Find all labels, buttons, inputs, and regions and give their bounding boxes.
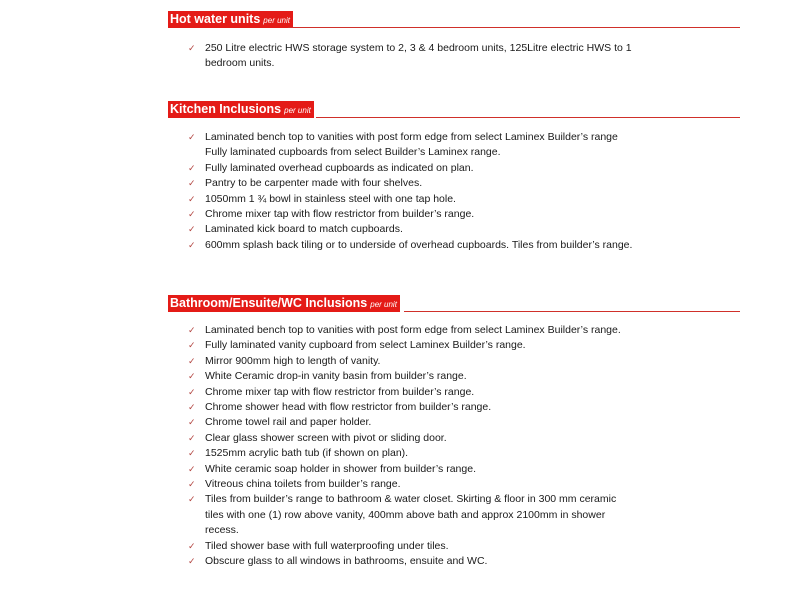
list-item: ✓ Clear glass shower screen with pivot or sliding door. [188,431,621,446]
list-item: ✓ Tiled shower base with full waterproofing under tiles. [188,539,621,554]
check-icon: ✓ [188,371,196,382]
list-item: ✓ Chrome mixer tap with flow restrictor from builder’s range. [188,207,632,222]
list-item: ✓ Chrome mixer tap with flow restrictor from builder’s range. [188,385,621,400]
check-icon: ✓ [188,432,196,443]
check-icon: ✓ [188,193,196,204]
list-item: ✓ 1525mm acrylic bath tub (if shown on plan). [188,446,621,461]
hot-water-list [188,41,632,72]
check-icon: ✓ [188,239,196,250]
check-icon: ✓ [188,540,196,551]
list-item: ✓ Chrome towel rail and paper holder. [188,415,621,430]
list-item: ✓ 250 Litre electric HWS storage system to 2, 3 & 4 bedroom units, 125Litre electric HWS to 1 [188,41,632,56]
check-icon: ✓ [188,209,196,220]
check-icon: ✓ [188,463,196,474]
check-icon: ✓ [188,162,196,173]
list-item: ✓ Vitreous china toilets from builder’s range. [188,477,621,492]
check-icon: ✓ [188,448,196,459]
list-item: ✓ Pantry to be carpenter made with four shelves. [188,176,632,191]
list-item: recess. [205,524,239,537]
check-icon: ✓ [188,340,196,351]
list-item: bedroom units. [205,57,275,70]
section-heading: Bathroom/Ensuite/WC Inclusions per unit [168,295,400,312]
list-item: ✓ Obscure glass to all windows in bathrooms, ensuite and WC. [188,554,621,569]
check-icon: ✓ [188,43,196,53]
check-icon: ✓ [188,494,196,505]
check-icon: ✓ [188,386,196,397]
kitchen-list [188,130,632,253]
check-icon: ✓ [188,224,196,235]
list-item: ✓ Laminated bench top to vanities with post form edge from select Laminex Builder’s range. [188,323,621,338]
section-heading: Kitchen Inclusions per unit [168,101,314,118]
heading-underline [288,27,740,28]
check-icon: ✓ [188,417,196,428]
section-heading: Hot water units per unit [168,11,293,28]
bathroom-list [188,323,621,570]
list-item: Fully laminated cupboards from select Builder’s Laminex range. [205,146,501,159]
list-item: ✓ White ceramic soap holder in shower from builder’s range. [188,462,621,477]
heading-underline [404,311,740,312]
list-item: ✓ White Ceramic drop-in vanity basin from builder’s range. [188,369,621,384]
list-item: ✓ Mirror 900mm high to length of vanity. [188,354,621,369]
check-icon: ✓ [188,402,196,413]
check-icon: ✓ [188,132,196,142]
check-icon: ✓ [188,325,196,335]
check-icon: ✓ [188,355,196,366]
list-item: ✓ Laminated kick board to match cupboards. [188,222,632,237]
list-item: ✓ Chrome shower head with flow restrictor from builder’s range. [188,400,621,415]
list-item: ✓ 600mm splash back tiling or to underside of overhead cupboards. Tiles from builder’s range. [188,238,632,253]
list-item: ✓ Tiles from builder’s range to bathroom & water closet. Skirting & floor in 300 mm ceramic [188,492,621,507]
check-icon: ✓ [188,178,196,189]
list-item: ✓ Fully laminated vanity cupboard from select Laminex Builder’s range. [188,338,621,353]
heading-underline [316,117,740,118]
list-item: tiles with one (1) row above vanity, 400mm above bath and approx 2100mm in shower [205,508,606,521]
list-item: ✓ Laminated bench top to vanities with post form edge from select Laminex Builder’s range [188,130,632,145]
check-icon: ✓ [188,479,196,490]
list-item: ✓ Fully laminated overhead cupboards as indicated on plan. [188,161,632,176]
list-item: ✓ 1050mm 1 ¾ bowl in stainless steel with one tap hole. [188,192,632,207]
check-icon: ✓ [188,556,196,567]
